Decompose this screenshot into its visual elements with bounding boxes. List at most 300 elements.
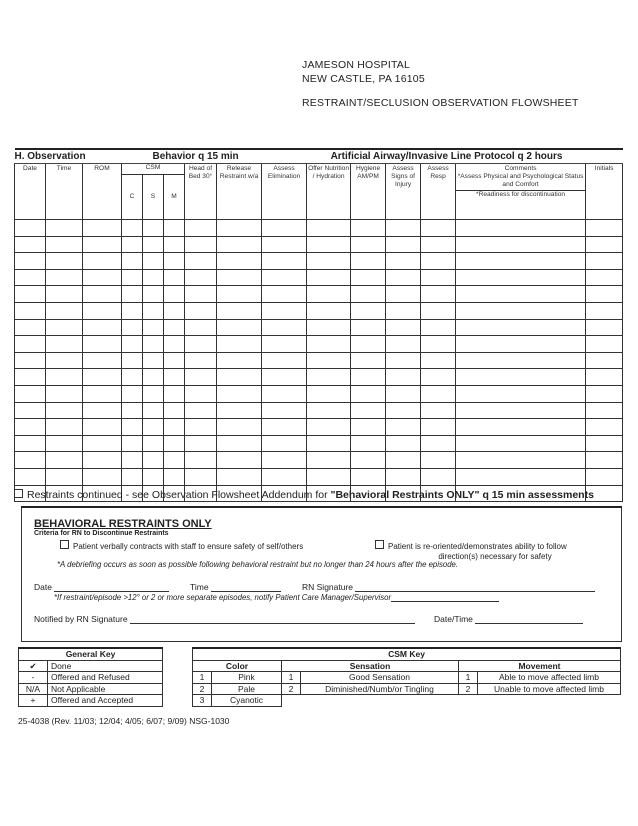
table-cell[interactable] [46, 385, 83, 402]
table-cell[interactable] [386, 269, 421, 286]
table-row [15, 452, 623, 469]
table-cell[interactable] [143, 402, 164, 419]
rn-signature-label: RN Signature [302, 582, 354, 592]
table-cell[interactable] [456, 236, 586, 253]
table-cell[interactable] [351, 369, 386, 386]
color-num-3: 3 [193, 695, 212, 707]
table-cell[interactable] [46, 319, 83, 336]
table-cell[interactable] [421, 269, 456, 286]
table-cell[interactable] [386, 452, 421, 469]
table-cell[interactable] [217, 435, 262, 452]
table-cell[interactable] [122, 369, 143, 386]
table-cell[interactable] [164, 468, 185, 485]
table-cell[interactable] [586, 269, 623, 286]
table-cell[interactable] [185, 468, 217, 485]
table-cell[interactable] [586, 236, 623, 253]
checkbox-verbal-contract[interactable] [60, 540, 69, 549]
key-refused: Offered and Refused [48, 672, 163, 684]
table-cell[interactable] [122, 419, 143, 436]
table-cell[interactable] [83, 336, 122, 353]
option-2-text-2: direction(s) necessary for safety [438, 552, 552, 561]
table-cell[interactable] [143, 435, 164, 452]
table-cell[interactable] [351, 385, 386, 402]
table-cell[interactable] [15, 352, 46, 369]
table-cell[interactable] [351, 302, 386, 319]
table-cell[interactable] [262, 369, 307, 386]
table-cell[interactable] [351, 452, 386, 469]
table-cell[interactable] [307, 269, 351, 286]
table-cell[interactable] [46, 220, 83, 237]
table-cell[interactable] [164, 302, 185, 319]
table-cell[interactable] [351, 253, 386, 270]
comments-note: *Assess Physical and Psychological Status and Comfort [457, 173, 584, 188]
table-cell[interactable] [586, 468, 623, 485]
table-cell[interactable] [386, 468, 421, 485]
table-cell[interactable] [185, 336, 217, 353]
table-cell[interactable] [15, 402, 46, 419]
table-cell[interactable] [456, 385, 586, 402]
table-cell[interactable] [421, 468, 456, 485]
table-cell[interactable] [83, 385, 122, 402]
table-cell[interactable] [46, 435, 83, 452]
behavioral-restraints-box [21, 506, 622, 642]
table-cell[interactable] [46, 286, 83, 303]
table-cell[interactable] [421, 319, 456, 336]
table-cell[interactable] [15, 369, 46, 386]
table-cell[interactable] [83, 402, 122, 419]
table-cell[interactable] [456, 369, 586, 386]
table-cell[interactable] [262, 352, 307, 369]
checkbox-continued[interactable] [14, 489, 23, 498]
table-row [15, 435, 623, 452]
table-cell[interactable] [185, 385, 217, 402]
table-cell[interactable] [386, 220, 421, 237]
table-cell[interactable] [46, 452, 83, 469]
table-cell[interactable] [143, 336, 164, 353]
table-cell[interactable] [143, 286, 164, 303]
table-cell[interactable] [15, 253, 46, 270]
table-cell[interactable] [122, 468, 143, 485]
table-cell[interactable] [386, 369, 421, 386]
table-cell[interactable] [83, 220, 122, 237]
table-cell[interactable] [15, 302, 46, 319]
table-cell[interactable] [143, 319, 164, 336]
table-cell[interactable] [143, 220, 164, 237]
table-cell[interactable] [456, 319, 586, 336]
table-cell[interactable] [456, 253, 586, 270]
table-cell[interactable] [83, 352, 122, 369]
table-cell[interactable] [586, 352, 623, 369]
movement-able: Able to move affected limb [478, 672, 621, 684]
table-cell[interactable] [83, 419, 122, 436]
table-cell[interactable] [164, 220, 185, 237]
table-cell[interactable] [143, 352, 164, 369]
table-cell[interactable] [421, 253, 456, 270]
table-cell[interactable] [122, 402, 143, 419]
table-cell[interactable] [185, 419, 217, 436]
color-pale: Pale [212, 683, 282, 695]
table-cell[interactable] [164, 452, 185, 469]
table-cell[interactable] [46, 468, 83, 485]
table-cell[interactable] [217, 419, 262, 436]
table-cell[interactable] [351, 336, 386, 353]
table-cell[interactable] [83, 253, 122, 270]
table-cell[interactable] [262, 419, 307, 436]
table-cell[interactable] [164, 253, 185, 270]
table-cell[interactable] [185, 435, 217, 452]
notified-line[interactable] [130, 614, 415, 624]
table-cell[interactable] [143, 253, 164, 270]
table-cell[interactable] [164, 319, 185, 336]
table-cell[interactable] [386, 253, 421, 270]
table-cell[interactable] [307, 302, 351, 319]
table-cell[interactable] [421, 286, 456, 303]
table-cell[interactable] [217, 302, 262, 319]
table-cell[interactable] [46, 402, 83, 419]
form-header [302, 58, 579, 110]
table-cell[interactable] [164, 369, 185, 386]
table-cell[interactable] [386, 236, 421, 253]
table-cell[interactable] [262, 236, 307, 253]
table-cell[interactable] [185, 319, 217, 336]
table-cell[interactable] [83, 269, 122, 286]
observation-table [14, 148, 623, 502]
color-header: Color [193, 660, 282, 672]
table-cell[interactable] [83, 286, 122, 303]
table-cell[interactable] [307, 352, 351, 369]
table-cell[interactable] [307, 336, 351, 353]
table-cell[interactable] [217, 253, 262, 270]
table-cell[interactable] [456, 352, 586, 369]
table-cell[interactable] [15, 435, 46, 452]
table-cell[interactable] [143, 468, 164, 485]
table-cell[interactable] [351, 319, 386, 336]
table-cell[interactable] [122, 236, 143, 253]
if-note [54, 592, 499, 602]
table-cell[interactable] [15, 319, 46, 336]
table-cell[interactable] [143, 369, 164, 386]
movement-num-2: 2 [459, 683, 478, 695]
table-cell[interactable] [421, 336, 456, 353]
table-cell[interactable] [262, 220, 307, 237]
table-cell[interactable] [307, 385, 351, 402]
table-cell[interactable] [185, 369, 217, 386]
date-line[interactable] [54, 582, 169, 592]
table-cell[interactable] [586, 419, 623, 436]
table-cell[interactable] [164, 419, 185, 436]
table-cell[interactable] [307, 369, 351, 386]
table-cell[interactable] [421, 369, 456, 386]
table-cell[interactable] [456, 452, 586, 469]
table-cell[interactable] [262, 468, 307, 485]
table-cell[interactable] [122, 385, 143, 402]
col-assess-resp: Assess Resp [421, 164, 456, 220]
table-cell[interactable] [262, 385, 307, 402]
table-cell[interactable] [143, 419, 164, 436]
table-cell[interactable] [386, 336, 421, 353]
datetime-label: Date/Time [434, 614, 473, 624]
time-label: Time [190, 582, 209, 592]
table-cell[interactable] [307, 452, 351, 469]
table-cell[interactable] [262, 253, 307, 270]
table-cell[interactable] [307, 435, 351, 452]
table-cell[interactable] [586, 435, 623, 452]
table-cell[interactable] [15, 286, 46, 303]
table-cell[interactable] [456, 269, 586, 286]
table-cell[interactable] [164, 435, 185, 452]
table-cell[interactable] [351, 286, 386, 303]
table-row [15, 302, 623, 319]
table-cell[interactable] [307, 236, 351, 253]
table-cell[interactable] [185, 286, 217, 303]
sensation-num-1: 1 [282, 672, 301, 684]
table-cell[interactable] [15, 220, 46, 237]
table-cell[interactable] [351, 435, 386, 452]
table-cell[interactable] [456, 468, 586, 485]
table-cell[interactable] [386, 435, 421, 452]
table-cell[interactable] [421, 236, 456, 253]
table-cell[interactable] [351, 220, 386, 237]
table-cell[interactable] [456, 336, 586, 353]
form-title: RESTRAINT/SECLUSION OBSERVATION FLOWSHEET [302, 97, 579, 109]
table-cell[interactable] [185, 302, 217, 319]
table-cell[interactable] [351, 236, 386, 253]
continued-text: Restraints continued - see Observation Flowsheet Addendum for [27, 489, 331, 501]
table-cell[interactable] [217, 319, 262, 336]
table-cell[interactable] [143, 385, 164, 402]
table-cell[interactable] [217, 402, 262, 419]
table-cell[interactable] [351, 419, 386, 436]
table-cell[interactable] [386, 302, 421, 319]
table-cell[interactable] [421, 220, 456, 237]
table-cell[interactable] [83, 468, 122, 485]
supervisor-line[interactable] [391, 592, 499, 602]
table-cell[interactable] [46, 236, 83, 253]
table-cell[interactable] [386, 319, 421, 336]
table-cell[interactable] [421, 419, 456, 436]
table-cell[interactable] [217, 452, 262, 469]
table-cell[interactable] [456, 419, 586, 436]
color-num-1: 1 [193, 672, 212, 684]
table-cell[interactable] [83, 369, 122, 386]
table-cell[interactable] [386, 402, 421, 419]
col-csm [122, 164, 185, 220]
table-cell[interactable] [456, 302, 586, 319]
table-row [15, 369, 623, 386]
table-cell[interactable] [421, 385, 456, 402]
table-cell[interactable] [83, 435, 122, 452]
table-cell[interactable] [122, 253, 143, 270]
table-cell[interactable] [15, 336, 46, 353]
criteria-option-1 [60, 540, 303, 551]
table-cell[interactable] [185, 220, 217, 237]
table-cell[interactable] [164, 402, 185, 419]
table-cell[interactable] [46, 269, 83, 286]
table-cell[interactable] [586, 286, 623, 303]
table-cell[interactable] [83, 319, 122, 336]
table-cell[interactable] [185, 352, 217, 369]
table-cell[interactable] [217, 385, 262, 402]
table-cell[interactable] [122, 220, 143, 237]
table-cell[interactable] [83, 452, 122, 469]
key-sym-accepted: + [19, 695, 48, 707]
datetime-line[interactable] [475, 614, 583, 624]
table-cell[interactable] [307, 220, 351, 237]
table-cell[interactable] [122, 286, 143, 303]
table-cell[interactable] [217, 269, 262, 286]
table-cell[interactable] [386, 385, 421, 402]
csm-s: S [143, 175, 164, 219]
table-cell[interactable] [586, 220, 623, 237]
table-cell[interactable] [122, 435, 143, 452]
comments-title: Comments [504, 165, 537, 172]
table-cell[interactable] [421, 302, 456, 319]
table-cell[interactable] [164, 385, 185, 402]
table-cell[interactable] [122, 319, 143, 336]
table-cell[interactable] [351, 352, 386, 369]
table-cell[interactable] [185, 402, 217, 419]
table-cell[interactable] [307, 286, 351, 303]
key-done: Done [48, 660, 163, 672]
table-cell[interactable] [46, 369, 83, 386]
table-cell[interactable] [456, 220, 586, 237]
table-cell[interactable] [456, 435, 586, 452]
table-cell[interactable] [307, 253, 351, 270]
table-cell[interactable] [217, 468, 262, 485]
general-key-title: General Key [19, 648, 163, 660]
table-cell[interactable] [217, 336, 262, 353]
table-cell[interactable] [164, 336, 185, 353]
table-cell[interactable] [46, 419, 83, 436]
col-hygiene: Hygiene AM/PM [351, 164, 386, 220]
csm-m: M [171, 193, 177, 200]
table-cell[interactable] [351, 402, 386, 419]
rn-signature-line[interactable] [355, 582, 595, 592]
table-cell[interactable] [421, 352, 456, 369]
table-cell[interactable] [217, 369, 262, 386]
table-cell[interactable] [262, 336, 307, 353]
table-cell[interactable] [122, 452, 143, 469]
general-key-table [18, 647, 163, 707]
table-cell[interactable] [262, 302, 307, 319]
table-cell[interactable] [143, 269, 164, 286]
table-cell[interactable] [386, 419, 421, 436]
table-cell[interactable] [143, 236, 164, 253]
table-cell[interactable] [262, 319, 307, 336]
table-cell[interactable] [262, 269, 307, 286]
table-cell[interactable] [143, 302, 164, 319]
table-row [15, 385, 623, 402]
table-cell[interactable] [164, 236, 185, 253]
table-cell[interactable] [307, 402, 351, 419]
table-cell[interactable] [262, 435, 307, 452]
table-cell[interactable] [122, 269, 143, 286]
table-cell[interactable] [185, 253, 217, 270]
table-cell[interactable] [217, 286, 262, 303]
col-offer-nutrition: Offer Nutrition / Hydration [307, 164, 351, 220]
table-cell[interactable] [185, 452, 217, 469]
csm-key-blank [282, 695, 621, 707]
table-cell[interactable] [15, 468, 46, 485]
table-cell[interactable] [217, 220, 262, 237]
table-cell[interactable] [46, 336, 83, 353]
table-cell[interactable] [164, 269, 185, 286]
table-cell[interactable] [586, 336, 623, 353]
table-cell[interactable] [185, 269, 217, 286]
notified-field [34, 614, 415, 624]
table-cell[interactable] [421, 452, 456, 469]
table-cell[interactable] [421, 402, 456, 419]
table-cell[interactable] [586, 319, 623, 336]
table-cell[interactable] [46, 352, 83, 369]
table-cell[interactable] [307, 468, 351, 485]
table-cell[interactable] [307, 419, 351, 436]
table-cell[interactable] [46, 253, 83, 270]
table-cell[interactable] [586, 369, 623, 386]
table-row [15, 236, 623, 253]
table-cell[interactable] [15, 452, 46, 469]
table-cell[interactable] [46, 302, 83, 319]
table-cell[interactable] [217, 236, 262, 253]
table-cell[interactable] [456, 286, 586, 303]
continued-bold: "Behavioral Restraints ONLY" q 15 min assessments [330, 489, 594, 501]
table-cell[interactable] [351, 468, 386, 485]
table-cell[interactable] [351, 269, 386, 286]
table-cell[interactable] [217, 352, 262, 369]
table-cell[interactable] [586, 452, 623, 469]
table-cell[interactable] [586, 385, 623, 402]
table-cell[interactable] [122, 302, 143, 319]
table-cell[interactable] [386, 352, 421, 369]
rn-signature-field [302, 582, 595, 592]
movement-unable: Unable to move affected limb [478, 683, 621, 695]
table-cell[interactable] [122, 352, 143, 369]
section-behavior: Behavior q 15 min [143, 149, 307, 164]
table-cell[interactable] [262, 452, 307, 469]
behavioral-title: BEHAVIORAL RESTRAINTS ONLY [34, 518, 212, 530]
table-cell[interactable] [307, 319, 351, 336]
table-cell[interactable] [122, 336, 143, 353]
table-cell[interactable] [185, 236, 217, 253]
date-field [34, 582, 169, 592]
table-cell[interactable] [83, 302, 122, 319]
color-num-2: 2 [193, 683, 212, 695]
table-cell[interactable] [15, 419, 46, 436]
sensation-diminished: Diminished/Numb/or Tingling [301, 683, 459, 695]
table-cell[interactable] [262, 402, 307, 419]
table-cell[interactable] [456, 402, 586, 419]
time-line[interactable] [211, 582, 281, 592]
table-cell[interactable] [83, 236, 122, 253]
table-cell[interactable] [164, 352, 185, 369]
table-cell[interactable] [143, 452, 164, 469]
table-cell[interactable] [164, 286, 185, 303]
table-cell[interactable] [586, 253, 623, 270]
table-cell[interactable] [586, 302, 623, 319]
table-cell[interactable] [15, 385, 46, 402]
table-cell[interactable] [262, 286, 307, 303]
table-cell[interactable] [421, 435, 456, 452]
col-date: Date [15, 164, 46, 220]
table-cell[interactable] [15, 269, 46, 286]
table-row [15, 253, 623, 270]
col-rom: ROM [83, 164, 122, 220]
table-cell[interactable] [586, 402, 623, 419]
table-cell[interactable] [15, 236, 46, 253]
table-cell[interactable] [386, 286, 421, 303]
option-1-text: Patient verbally contracts with staff to ensure safety of self/others [73, 542, 304, 551]
checkbox-reoriented[interactable] [375, 540, 384, 549]
